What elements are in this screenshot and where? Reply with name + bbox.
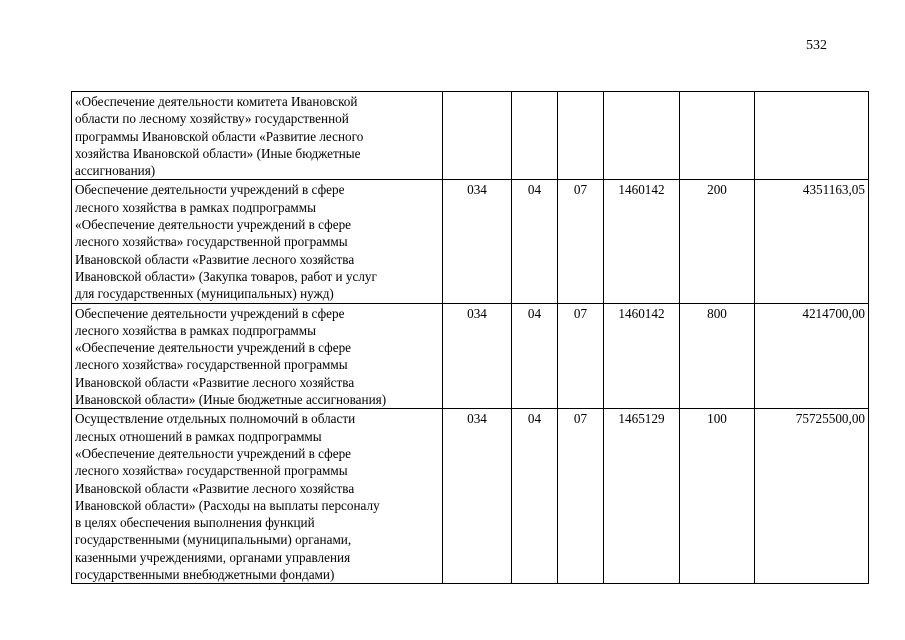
subsection-code: 07 (558, 180, 604, 303)
amount: 75725500,00 (755, 409, 869, 584)
ministry-code (443, 92, 512, 180)
table-row (72, 92, 869, 180)
expense-type-code (680, 92, 755, 180)
table-row (72, 303, 869, 409)
target-article-code: 1460142 (604, 180, 680, 303)
row-description: «Обеспечение деятельности комитета Ивановской области по лесному хозяйству» государственной программы Ивановской области «Развитие лесного хозяйства Ивановской области» (Иные бюджетные ассигнования) (72, 92, 443, 180)
ministry-code: 034 (443, 409, 512, 584)
expense-type-code: 800 (680, 303, 755, 409)
target-article-code: 1460142 (604, 303, 680, 409)
section-code: 04 (512, 409, 558, 584)
amount: 4351163,05 (755, 180, 869, 303)
subsection-code (558, 92, 604, 180)
section-code (512, 92, 558, 180)
section-code: 04 (512, 180, 558, 303)
budget-table (71, 91, 869, 584)
row-description: Обеспечение деятельности учреждений в сфере лесного хозяйства в рамках подпрограммы «Обеспечение деятельности учреждений в сфере лесного хозяйства» государственной программы Ивановской области «Развитие лесного хозяйства Ивановской области» (Иные бюджетные ассигнования) (72, 303, 443, 409)
expense-type-code: 200 (680, 180, 755, 303)
row-description: Обеспечение деятельности учреждений в сфере лесного хозяйства в рамках подпрограммы «Обеспечение деятельности учреждений в сфере лесного хозяйства» государственной программы Ивановской области «Развитие лесного хозяйства Ивановской области» (Закупка товаров, работ и услуг для государственных (муниципальных) нужд) (72, 180, 443, 303)
table-row (72, 180, 869, 303)
table-row (72, 409, 869, 584)
expense-type-code: 100 (680, 409, 755, 584)
target-article-code: 1465129 (604, 409, 680, 584)
ministry-code: 034 (443, 303, 512, 409)
amount (755, 92, 869, 180)
subsection-code: 07 (558, 409, 604, 584)
page-number: 532 (806, 38, 827, 53)
amount: 4214700,00 (755, 303, 869, 409)
section-code: 04 (512, 303, 558, 409)
ministry-code: 034 (443, 180, 512, 303)
row-description: Осуществление отдельных полномочий в области лесных отношений в рамках подпрограммы «Обеспечение деятельности учреждений в сфере лесного хозяйства» государственной программы Ивановской области «Развитие лесного хозяйства Ивановской области» (Расходы на выплаты персоналу в целях обеспечения выполнения функций государственными (муниципальными) органами, казенными учреждениями, органами управления государственными внебюджетными фондами) (72, 409, 443, 584)
target-article-code (604, 92, 680, 180)
subsection-code: 07 (558, 303, 604, 409)
